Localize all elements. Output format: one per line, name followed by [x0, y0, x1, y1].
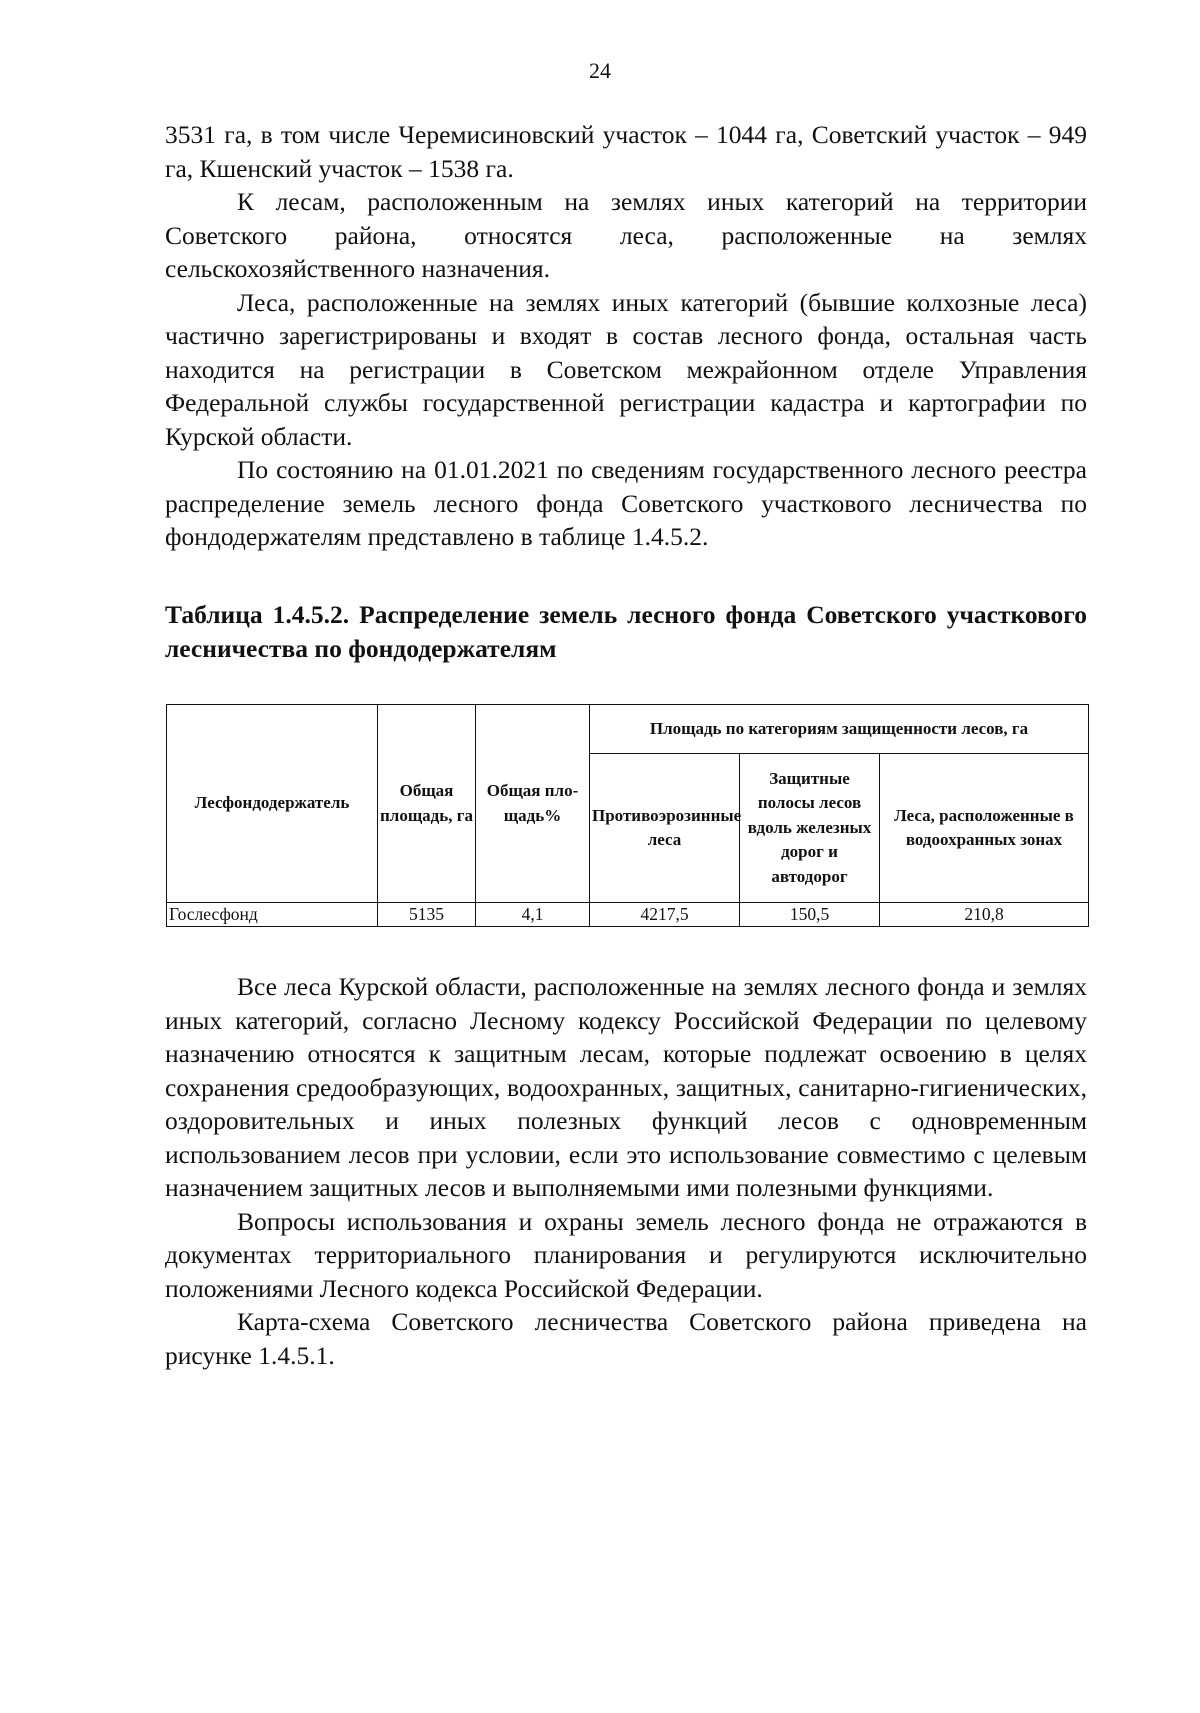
cell-protective-strips: 150,5 [740, 903, 880, 927]
paragraph-registry-status: По состоянию на 01.01.2021 по сведениям государственного лесного реестра распределение земель лесного фонда Советского участкового лесничества по фондодержателям представлено в таблице 1.4.5.2. [165, 455, 1087, 551]
cell-total-percent: 4,1 [476, 903, 590, 927]
paragraph-continuation: 3531 га, в том числе Черемисиновский участок – 1044 га, Советский участок – 949 га, Кшенский участок – 1538 га. [165, 120, 1087, 183]
header-total-area: Общая площадь, га [378, 705, 476, 903]
cell-holder: Гослесфонд [167, 903, 378, 927]
page-number: 24 [589, 58, 611, 83]
header-protective-strips: Защитные полосы лесов вдоль железных дорог и автодорог [740, 754, 880, 903]
header-anti-erosion: Противоэрозинные леса [590, 754, 740, 903]
table-row [167, 903, 1089, 927]
paragraph-map-reference: Карта-схема Советского лесничества Советского района приведена на рисунке 1.4.5.1. [165, 1307, 1087, 1370]
paragraph-protective-forests: Все леса Курской области, расположенные на землях лесного фонда и землях иных категорий, согласно Лесному кодексу Российской Федерации по целевому назначению относятся к защитным лесам, которые подлежат освоению в целях сохранения средообразующих, водоохранных, защитных, санитарно-гигиенических, оздоровительных и иных полезных функций лесов с одновременным использованием лесов при условии, если это использование совместимо с целевым назначением защитных лесов и выполняемыми ими полезными функциями. [165, 972, 1087, 1202]
header-water-protection: Леса, расположенные в водоохранных зонах [880, 754, 1089, 903]
header-total-percent: Общая пло-щадь% [476, 705, 590, 903]
header-category-group: Площадь по категориям защищенности лесов, га [590, 705, 1089, 754]
forest-fund-table [166, 704, 1089, 927]
cell-anti-erosion: 4217,5 [590, 903, 740, 927]
paragraph-other-lands: К лесам, расположенным на землях иных категорий на территории Советского района, относятся леса, расположенные на землях сельскохозяйственного назначения. [165, 187, 1087, 283]
cell-water-protection: 210,8 [880, 903, 1089, 927]
bottom-text-block [165, 970, 1087, 1372]
top-text-block [165, 118, 1087, 554]
cell-total-area: 5135 [378, 903, 476, 927]
table-caption: Таблица 1.4.5.2. Распределение земель лесного фонда Советского участкового лесничества по фондодержателям [165, 600, 1087, 663]
paragraph-forest-code: Вопросы использования и охраны земель лесного фонда не отражаются в документах территориального планирования и регулируются исключительно положениями Лесного кодекса Российской Федерации. [165, 1206, 1087, 1303]
header-holder: Лесфондодержатель [167, 705, 378, 903]
paragraph-kolkhoz-forests: Леса, расположенные на землях иных категорий (бывшие колхозные леса) частично зарегистрированы и входят в состав лесного фонда, остальная часть находится на регистрации в Советском межрайонном отделе Управления Федеральной службы государственной регистрации кадастра и картографии по Курской области. [165, 287, 1087, 451]
